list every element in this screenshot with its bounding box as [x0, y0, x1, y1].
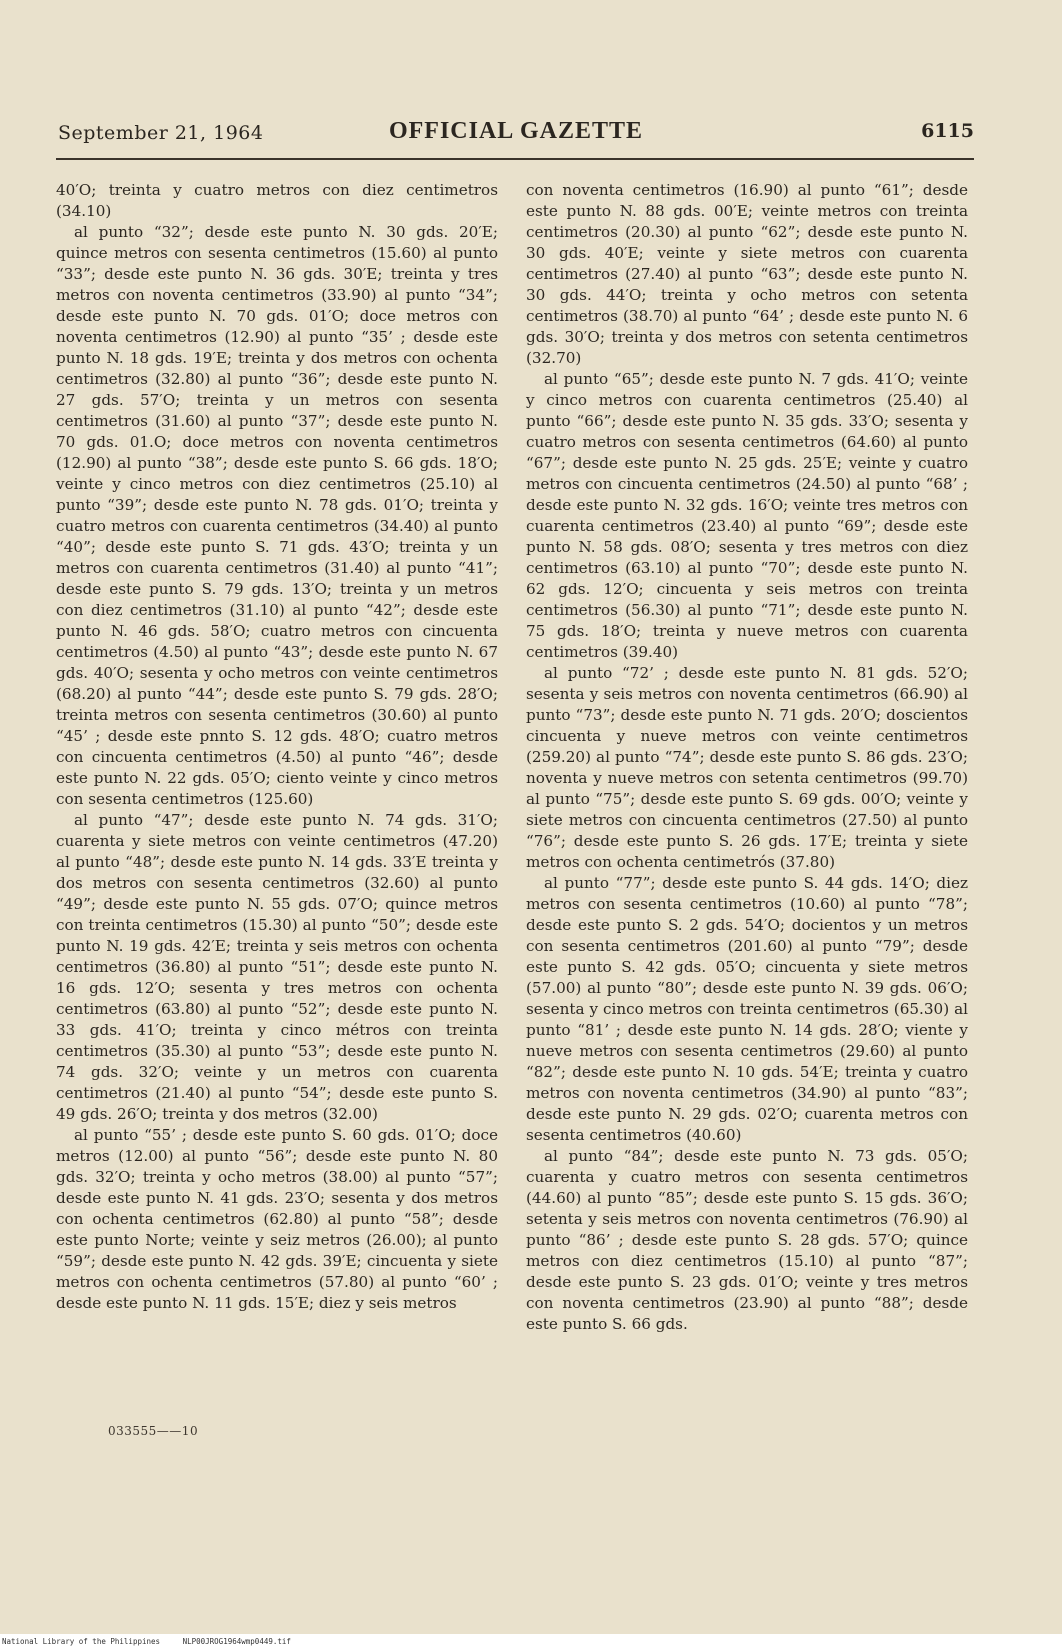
left-column	[56, 180, 498, 1314]
left-paragraph-3: al punto “47”; desde este punto N. 74 gds. 31′O; cuarenta y siete metros con veinte centimetros (47.20) al punto “48”; desde este punto N. 14 gds. 33′E treinta y dos metros con sesenta centimetros (32.60) al punto “49”; desde este punto N. 55 gds. 07′O; quince metros con treinta centimetros (15.30) al punto “50”; desde este punto N. 19 gds. 42′E; treinta y seis metros con ochenta centimetros (36.80) al punto “51”; desde este punto N. 16 gds. 12′O; sesenta y tres metros con ochenta centimetros (63.80) al punto “52”; desde este punto N. 33 gds. 41′O; treinta y cinco métros con treinta centimetros (35.30) al punto “53”; desde este punto N. 74 gds. 32′O; veinte y un metros con cuarenta centimetros (21.40) al punto “54”; desde este punto S. 49 gds. 26′O; treinta y dos metros (32.00)	[56, 811, 498, 1123]
right-paragraph-4: al punto “77”; desde este punto S. 44 gds. 14′O; diez metros con sesenta centimetros (10.60) al punto “78”; desde este punto S. 2 gds. 54′O; docientos y un metros con sesenta centimetros (201.60) al punto “79”; desde este punto S. 42 gds. 05′O; cincuenta y siete metros (57.00) al punto “80”; desde este punto N. 39 gds. 06′O; sesenta y cinco metros con treinta centimetros (65.30) al punto “81’ ; desde este punto N. 14 gds. 28′O; viente y nueve metros con sesenta centimetros (29.60) al punto “82”; desde este punto N. 10 gds. 54′E; treinta y cuatro metros con noventa centimetros (34.90) al punto “83”; desde este punto N. 29 gds. 02′O; cuarenta metros con sesenta centimetros (40.60)	[526, 874, 968, 1144]
right-paragraph-3: al punto “72’ ; desde este punto N. 81 gds. 52′O; sesenta y seis metros con noventa centimetros (66.90) al punto “73”; desde este punto N. 71 gds. 20′O; doscientos cincuenta y nueve metros con veinte centimetros (259.20) al punto “74”; desde este punto S. 86 gds. 23′O; noventa y nueve metros con setenta centimetros (99.70) al punto “75”; desde este punto S. 69 gds. 00′O; veinte y siete metros con cincuenta centimetros (27.50) al punto “76”; desde este punto S. 26 gds. 17′E; treinta y siete metros con ochenta centimetrós (37.80)	[526, 664, 968, 871]
library-source: National Library of the Philippines	[2, 1637, 161, 1646]
file-name: NLP00JROG1964wmp0449.tif	[182, 1637, 291, 1646]
left-paragraph-2: al punto “32”; desde este punto N. 30 gds. 20′E; quince metros con sesenta centimetros (15.60) al punto “33”; desde este punto N. 36 gds. 30′E; treinta y tres metros con noventa centimetros (33.90) al punto “34”; desde este punto N. 70 gds. 01′O; doce metros con noventa centimetros (12.90) al punto “35’ ; desde este punto N. 18 gds. 19′E; treinta y dos metros con ochenta centimetros (32.80) al punto “36”; desde este punto N. 27 gds. 57′O; treinta y un metros con sesenta centimetros (31.60) al punto “37”; desde este punto N. 70 gds. 01.O; doce metros con noventa centimetros (12.90) al punto “38”; desde este punto S. 66 gds. 18′O; veinte y cinco metros con diez centimetros (25.10) al punto “39”; desde este punto N. 78 gds. 01′O; treinta y cuatro metros con cuarenta centimetros (34.40) al punto “40”; desde este punto S. 71 gds. 43′O; treinta y un metros con cuarenta centimetros (31.40) al punto “41”; desde este punto S. 79 gds. 13′O; treinta y un metros con diez centimetros (31.10) al punto “42”; desde este punto N. 46 gds. 58′O; cuatro metros con cincuenta centimetros (4.50) al punto “43”; desde este punto N. 67 gds. 40′O; sesenta y ocho metros con veinte centimetros (68.20) al punto “44”; desde este punto S. 79 gds. 28′O; treinta metros con sesenta centimetros (30.60) al punto “45’ ; desde este pnnto S. 12 gds. 48′O; cuatro metros con cincuenta centimetros (4.50) al punto “46”; desde este punto N. 22 gds. 05′O; ciento veinte y cinco metros con sesenta centimetros (125.60)	[56, 223, 498, 808]
header-title: OFFICIAL GAZETTE	[388, 118, 644, 144]
right-paragraph-2: al punto “65”; desde este punto N. 7 gds. 41′O; veinte y cinco metros con cuarenta centimetros (25.40) al punto “66”; desde este punto N. 35 gds. 33′O; sesenta y cuatro metros con sesenta centimetros (64.60) al punto “67”; desde este punto N. 25 gds. 25′E; veinte y cuatro metros con cincuenta centimetros (24.50) al punto “68’ ; desde este punto N. 32 gds. 16′O; veinte tres metros con cuarenta centimetros (23.40) al punto “69”; desde este punto N. 58 gds. 08′O; sesenta y tres metros con diez centimetros (63.10) al punto “70”; desde este punto N. 62 gds. 12′O; cincuenta y seis metros con treinta centimetros (56.30) al punto “71”; desde este punto N. 75 gds. 18′O; treinta y nueve metros con cuarenta centimetros (39.40)	[526, 370, 968, 661]
left-paragraph-4: al punto “55’ ; desde este punto S. 60 gds. 01′O; doce metros (12.00) al punto “56”; desde este punto N. 80 gds. 32′O; treinta y ocho metros (38.00) al punto “57”; desde este punto N. 41 gds. 23′O; sesenta y dos metros con ochenta centimetros (62.80) al punto “58”; desde este punto Norte; veinte y seiz metros (26.00); al punto “59”; desde este punto N. 42 gds. 39′E; cincuenta y siete metros con ochenta centimetros (57.80) al punto “60’ ; desde este punto N. 11 gds. 15′E; diez y seis metros	[56, 1126, 498, 1312]
print-code: 033555——10	[108, 1424, 199, 1438]
left-paragraph-1: 40′O; treinta y cuatro metros con diez centimetros (34.10)	[56, 181, 498, 220]
right-paragraph-5: al punto “84”; desde este punto N. 73 gds. 05′O; cuarenta y cuatro metros con sesenta centimetros (44.60) al punto “85”; desde este punto S. 15 gds. 36′O; setenta y seis metros con noventa centimetros (76.90) al punto “86’ ; desde este punto S. 28 gds. 57′O; quince metros con diez centimetros (15.10) al punto “87”; desde este punto S. 23 gds. 01′O; veinte y tres metros con noventa centimetros (23.90) al punto “88”; desde este punto S. 66 gds.	[526, 1147, 968, 1333]
right-column	[526, 180, 968, 1335]
library-footer	[0, 1634, 1062, 1650]
header-page-number: 6115	[921, 120, 974, 142]
page-header	[58, 118, 974, 148]
right-paragraph-1: con noventa centimetros (16.90) al punto “61”; desde este punto N. 88 gds. 00′E; veinte metros con treinta centimetros (20.30) al punto “62”; desde este punto N. 30 gds. 40′E; veinte y siete metros con cuarenta centimetros (27.40) al punto “63”; desde este punto N. 30 gds. 44′O; treinta y ocho metros con setenta centimetros (38.70) al punto “64’ ; desde este punto N. 6 gds. 30′O; treinta y dos metros con setenta centimetros (32.70)	[526, 181, 968, 367]
header-date: September 21, 1964	[58, 122, 264, 144]
header-rule	[56, 158, 974, 160]
